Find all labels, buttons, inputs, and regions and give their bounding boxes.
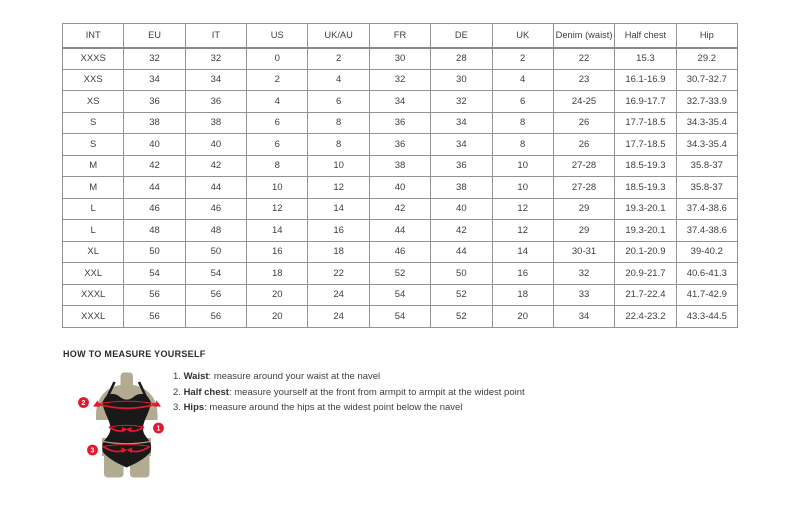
table-cell: 26 [553,112,614,134]
table-cell: 29 [553,220,614,242]
table-cell: 50 [185,241,246,263]
table-cell: 36 [431,155,492,177]
badge-half-chest-number: 2 [81,400,86,407]
table-cell: 35.8-37 [676,177,737,199]
table-cell: 44 [185,177,246,199]
measure-step [173,387,525,403]
table-cell: 54 [369,306,430,328]
table-cell: 30-31 [553,241,614,263]
size-chart [62,23,738,328]
step-text: : measure yourself at the front from armpit to armpit at the widest point [228,386,525,398]
table-cell: XXXL [63,306,124,328]
table-cell: 34 [369,91,430,113]
table-cell: 32 [553,263,614,285]
step-label: Hips [183,402,205,413]
table-cell: 18 [247,263,308,285]
table-cell: 21.7-22.4 [615,284,676,306]
table-cell: 24 [308,306,369,328]
table-cell: S [63,112,124,134]
table-row [63,177,738,199]
table-cell: 20 [247,306,308,328]
table-cell: 40 [369,177,430,199]
table-cell: 32 [185,48,246,70]
table-cell: 56 [124,306,185,328]
table-cell: 6 [308,91,369,113]
table-cell: 16.1-16.9 [615,69,676,91]
table-cell: 33 [553,284,614,306]
table-cell: 19.3-20.1 [615,220,676,242]
table-cell: 12 [308,177,369,199]
table-cell: 18.5-19.3 [615,177,676,199]
table-cell: 42 [369,198,430,220]
table-cell: 4 [247,91,308,113]
table-cell: 38 [185,112,246,134]
table-cell: 32 [431,91,492,113]
table-cell: XXL [63,263,124,285]
header-row [63,24,738,48]
table-cell: 34.3-35.4 [676,112,737,134]
table-cell: 12 [492,198,553,220]
table-cell: 44 [431,241,492,263]
table-row [63,241,738,263]
table-cell: 40 [431,198,492,220]
column-header: EU [124,24,185,48]
table-cell: 8 [308,134,369,156]
table-cell: 26 [553,134,614,156]
table-cell: 36 [124,91,185,113]
table-cell: XXS [63,69,124,91]
measure-step [173,402,525,418]
table-cell: L [63,220,124,242]
table-cell: 8 [247,155,308,177]
column-header: UK/AU [308,24,369,48]
badge-half-chest [78,397,89,408]
table-cell: 38 [431,177,492,199]
table-row [63,263,738,285]
size-table-header [63,24,738,48]
table-cell: 10 [247,177,308,199]
table-cell: 30 [431,69,492,91]
measurement-figure-illustration [66,368,188,503]
table-cell: 27-28 [553,177,614,199]
step-number: 2. [173,386,184,398]
table-cell: 0 [247,48,308,70]
table-cell: 23 [553,69,614,91]
table-cell: 17.7-18.5 [615,134,676,156]
measure-step [173,371,525,387]
column-header: FR [369,24,430,48]
table-cell: 6 [247,112,308,134]
table-row [63,112,738,134]
table-cell: 22.4-23.2 [615,306,676,328]
table-cell: 20 [492,306,553,328]
table-cell: 39-40.2 [676,241,737,263]
column-header: INT [63,24,124,48]
column-header: Half chest [615,24,676,48]
table-cell: XL [63,241,124,263]
table-cell: 17.7-18.5 [615,112,676,134]
size-table [62,23,738,328]
table-cell: 10 [308,155,369,177]
table-cell: 20.1-20.9 [615,241,676,263]
table-cell: 19.3-20.1 [615,198,676,220]
badge-hips [87,445,98,456]
table-cell: 30 [369,48,430,70]
table-cell: 32 [124,48,185,70]
table-cell: 16 [308,220,369,242]
table-cell: 24 [308,284,369,306]
table-cell: 42 [431,220,492,242]
badge-waist-number: 1 [156,425,161,433]
table-cell: 48 [124,220,185,242]
table-cell: L [63,198,124,220]
step-number: 3. [173,402,184,413]
table-cell: 16.9-17.7 [615,91,676,113]
table-cell: 22 [308,263,369,285]
table-row [63,48,738,70]
table-cell: 42 [185,155,246,177]
table-cell: 15.3 [615,48,676,70]
column-header: UK [492,24,553,48]
table-cell: 38 [124,112,185,134]
table-cell: 37.4-38.6 [676,198,737,220]
table-cell: 27-28 [553,155,614,177]
table-cell: 32.7-33.9 [676,91,737,113]
column-header: US [247,24,308,48]
table-cell: XXXL [63,284,124,306]
table-cell: 54 [124,263,185,285]
table-cell: 52 [431,284,492,306]
table-cell: 34 [185,69,246,91]
table-cell: 2 [492,48,553,70]
table-row [63,220,738,242]
table-cell: 20.9-21.7 [615,263,676,285]
table-cell: 34.3-35.4 [676,134,737,156]
table-cell: 34 [553,306,614,328]
step-label: Half chest [183,386,229,398]
table-row [63,306,738,328]
table-cell: 42 [124,155,185,177]
table-cell: XS [63,91,124,113]
table-cell: 8 [492,112,553,134]
table-row [63,69,738,91]
table-cell: 18 [492,284,553,306]
table-cell: 48 [185,220,246,242]
table-cell: 46 [185,198,246,220]
badge-hips-number: 3 [90,447,95,455]
table-cell: 52 [431,306,492,328]
table-row [63,198,738,220]
table-cell: 6 [492,91,553,113]
table-cell: M [63,177,124,199]
table-cell: 16 [492,263,553,285]
table-cell: 28 [431,48,492,70]
table-cell: 14 [308,198,369,220]
size-table-body [63,48,738,328]
table-row [63,284,738,306]
table-cell: 35.8-37 [676,155,737,177]
column-header: IT [185,24,246,48]
table-cell: 56 [124,284,185,306]
table-cell: 4 [492,69,553,91]
table-cell: 8 [308,112,369,134]
table-cell: 46 [124,198,185,220]
how-to-measure-heading: HOW TO MEASURE YOURSELF [63,349,206,359]
table-cell: 24-25 [553,91,614,113]
table-cell: 4 [308,69,369,91]
table-cell: 8 [492,134,553,156]
table-cell: 36 [185,91,246,113]
table-row [63,91,738,113]
table-cell: 30.7-32.7 [676,69,737,91]
step-number: 1. [173,371,184,382]
table-cell: 10 [492,177,553,199]
table-cell: 12 [492,220,553,242]
table-cell: 44 [124,177,185,199]
table-cell: 40 [124,134,185,156]
table-row [63,155,738,177]
table-cell: 22 [553,48,614,70]
table-cell: 20 [247,284,308,306]
table-cell: 36 [369,112,430,134]
table-cell: 43.3-44.5 [676,306,737,328]
table-cell: 36 [369,134,430,156]
table-cell: 52 [369,263,430,285]
table-cell: 29.2 [676,48,737,70]
step-label: Waist [183,371,209,382]
table-row [63,134,738,156]
table-cell: 2 [247,69,308,91]
table-cell: M [63,155,124,177]
table-cell: 56 [185,306,246,328]
measure-steps [173,371,525,418]
step-text: : measure around the hips at the widest point below the navel [204,402,463,413]
table-cell: 40 [185,134,246,156]
table-cell: 6 [247,134,308,156]
table-cell: 34 [431,112,492,134]
column-header: Denim (waist) [553,24,614,48]
table-cell: 44 [369,220,430,242]
column-header: Hip [676,24,737,48]
table-cell: 12 [247,198,308,220]
table-cell: S [63,134,124,156]
column-header: DE [431,24,492,48]
table-cell: 34 [431,134,492,156]
table-cell: 2 [308,48,369,70]
badge-waist [153,423,164,434]
table-cell: 46 [369,241,430,263]
table-cell: 10 [492,155,553,177]
table-cell: 50 [431,263,492,285]
table-cell: 14 [492,241,553,263]
table-cell: 41.7-42.9 [676,284,737,306]
table-cell: 54 [369,284,430,306]
table-cell: 18.5-19.3 [615,155,676,177]
table-cell: 56 [185,284,246,306]
table-cell: 40.6-41.3 [676,263,737,285]
step-text: : measure around your waist at the navel [208,371,381,382]
table-cell: 54 [185,263,246,285]
table-cell: 37.4-38.6 [676,220,737,242]
table-cell: 38 [369,155,430,177]
table-cell: 18 [308,241,369,263]
table-cell: 50 [124,241,185,263]
table-cell: XXXS [63,48,124,70]
table-cell: 34 [124,69,185,91]
table-cell: 32 [369,69,430,91]
table-cell: 16 [247,241,308,263]
table-cell: 14 [247,220,308,242]
table-cell: 29 [553,198,614,220]
